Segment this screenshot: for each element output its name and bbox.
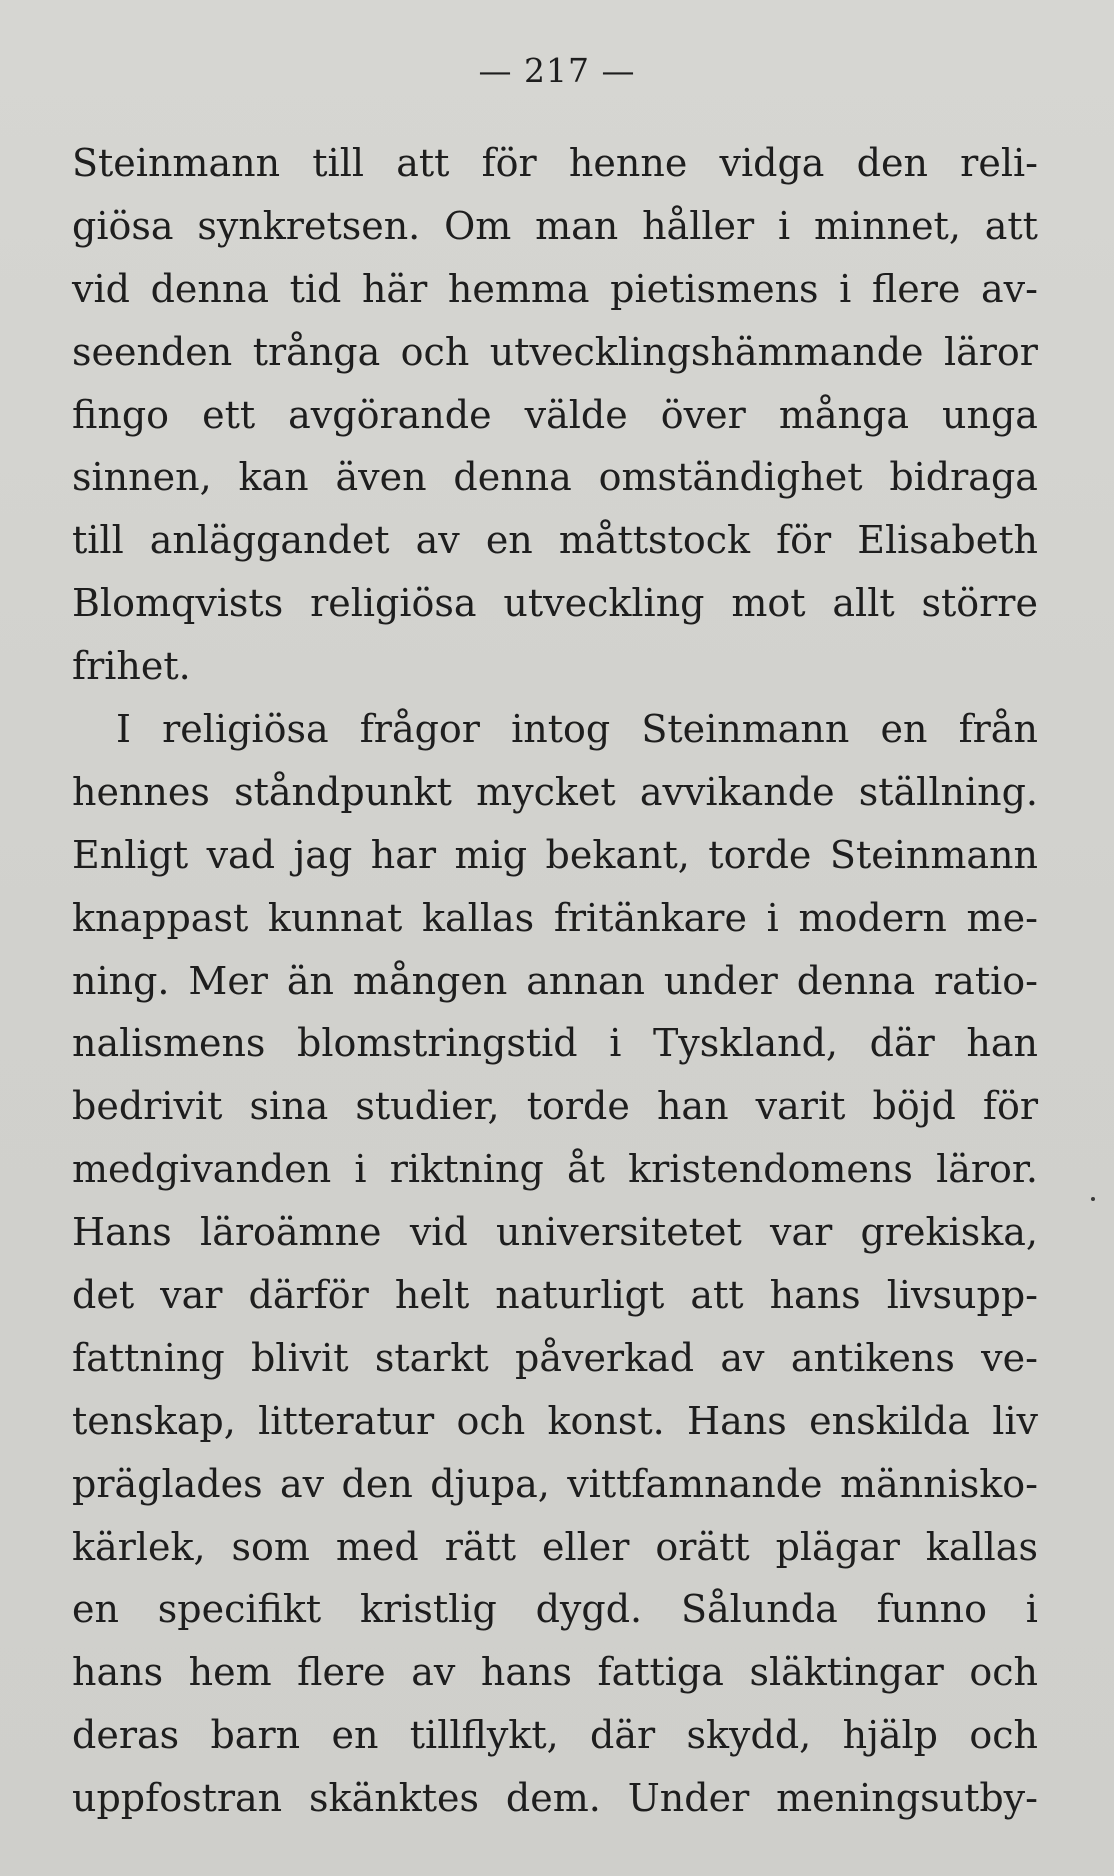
word: Tyskland,	[652, 1021, 838, 1066]
body-text	[72, 132, 1038, 1830]
word: och	[400, 329, 470, 374]
text-line	[72, 1264, 1038, 1327]
word: riktning	[389, 1147, 544, 1192]
text-line	[72, 1075, 1038, 1138]
text-line	[72, 1012, 1038, 1075]
word: naturligt	[495, 1273, 665, 1318]
text-line	[72, 572, 1038, 635]
word: utveckling	[503, 581, 705, 626]
word: i	[1025, 1587, 1038, 1632]
word: reli-	[960, 141, 1038, 185]
word: knappast	[72, 895, 249, 940]
word: kristlig	[360, 1587, 497, 1632]
text-line	[72, 761, 1038, 824]
word: en	[485, 518, 533, 563]
word: jag	[293, 832, 353, 877]
word: Blomqvists	[72, 581, 284, 626]
word: ett	[202, 392, 256, 437]
word: specifikt	[157, 1587, 322, 1632]
word: en	[880, 707, 928, 752]
word: vad	[206, 832, 276, 877]
word: frihet.	[72, 644, 191, 689]
word: eller	[542, 1524, 630, 1569]
word: avvikande	[639, 769, 835, 814]
word: meningsutby-	[776, 1776, 1038, 1821]
word: i	[766, 895, 779, 940]
text-line-paragraph-start	[72, 698, 1038, 761]
word: tenskap,	[72, 1398, 236, 1443]
word: flere	[297, 1650, 386, 1695]
word: här	[361, 266, 428, 311]
text-line	[72, 1641, 1038, 1704]
word: vid	[72, 266, 130, 311]
text-line	[72, 1767, 1038, 1830]
word: helt	[394, 1273, 470, 1318]
word: en	[72, 1587, 119, 1632]
word: läror.	[936, 1147, 1038, 1192]
word: deras	[72, 1713, 180, 1758]
word: mig	[454, 832, 528, 877]
word: skydd,	[686, 1713, 812, 1758]
word: funno	[876, 1587, 987, 1632]
word: ning.	[72, 958, 170, 1003]
word: studier,	[355, 1084, 500, 1129]
word: för	[982, 1084, 1038, 1129]
text-line	[72, 1390, 1038, 1453]
word: Mer	[188, 958, 268, 1003]
text-line	[72, 446, 1038, 509]
word: sina	[249, 1084, 329, 1129]
text-line	[72, 1453, 1038, 1516]
word: tid	[289, 266, 342, 311]
word: Hans	[72, 1210, 172, 1255]
word: blomstringstid	[297, 1021, 578, 1066]
word: blivit	[250, 1335, 349, 1380]
word: och	[456, 1398, 526, 1443]
text-line	[72, 258, 1038, 321]
word: mången	[352, 958, 508, 1003]
word: den	[341, 1461, 413, 1506]
word: hans	[72, 1650, 164, 1695]
word: denna	[796, 958, 916, 1003]
word: Elisabeth	[857, 518, 1038, 563]
word: kallas	[925, 1524, 1038, 1569]
word: har	[370, 832, 437, 877]
text-line	[72, 1516, 1038, 1579]
text-line-paragraph-end	[72, 635, 1038, 698]
word: Sålunda	[680, 1587, 838, 1632]
word: av	[720, 1335, 765, 1380]
word: universitetet	[496, 1210, 742, 1255]
word: sinnen,	[72, 455, 212, 500]
word: hem	[188, 1650, 272, 1695]
word: kan	[238, 455, 309, 500]
word: läroämne	[200, 1210, 382, 1255]
word: till	[72, 518, 124, 563]
word: som	[231, 1524, 310, 1569]
word: många	[778, 392, 909, 437]
word: läror	[943, 329, 1038, 374]
word: kärlek,	[72, 1524, 206, 1569]
word: ratio-	[934, 958, 1038, 1003]
word: torde	[526, 1084, 630, 1129]
word: konst.	[547, 1398, 665, 1443]
word: Steinmann	[72, 141, 281, 185]
page-number: — 217 —	[478, 51, 636, 90]
word: barn	[210, 1713, 301, 1758]
word: Enligt	[72, 832, 189, 877]
word: där	[590, 1713, 656, 1758]
word: större	[921, 581, 1038, 626]
word: i	[354, 1147, 367, 1192]
text-line	[72, 887, 1038, 950]
text-line	[72, 384, 1038, 447]
word: han	[966, 1021, 1038, 1066]
text-line	[72, 132, 1038, 195]
word: av	[411, 1650, 456, 1695]
word: flere	[871, 266, 961, 311]
word: hemma	[447, 266, 590, 311]
word: han	[656, 1084, 729, 1129]
word: henne	[568, 141, 688, 185]
word: bidraga	[889, 455, 1038, 500]
word: kunnat	[267, 895, 403, 940]
word: det	[72, 1273, 135, 1318]
word: av-	[981, 266, 1038, 311]
word: ståndpunkt	[234, 769, 452, 814]
text-line	[72, 321, 1038, 384]
word: för	[481, 141, 537, 185]
word: under	[663, 958, 778, 1003]
word: till	[312, 141, 364, 185]
word: Under	[627, 1776, 750, 1821]
word: denna	[453, 455, 572, 500]
word: denna	[150, 266, 269, 311]
text-line	[72, 950, 1038, 1013]
word: över	[660, 392, 746, 437]
word: avgörande	[288, 392, 492, 437]
word: fattiga	[597, 1650, 724, 1695]
word: där	[869, 1021, 935, 1066]
word: minnet,	[813, 203, 961, 248]
word: modern	[798, 895, 947, 940]
word: tillflykt,	[409, 1713, 559, 1758]
word: även	[335, 455, 427, 500]
word: ställning.	[858, 769, 1038, 814]
word: Steinmann	[829, 832, 1038, 877]
word: plägar	[775, 1524, 900, 1569]
word: varit	[755, 1084, 846, 1129]
word: fattning	[72, 1335, 225, 1380]
word: att	[984, 203, 1038, 248]
word: torde	[708, 832, 812, 877]
word: synkretsen.	[197, 203, 421, 248]
word: påverkad	[515, 1335, 695, 1380]
word: religiösa	[310, 581, 477, 626]
word: vid	[409, 1210, 468, 1255]
word: skänktes	[309, 1776, 479, 1821]
word: att	[396, 141, 450, 185]
text-line	[72, 1704, 1038, 1767]
word: släktingar	[749, 1650, 944, 1695]
print-speck	[1091, 1197, 1095, 1201]
word: var	[160, 1273, 223, 1318]
text-line	[72, 195, 1038, 258]
word: giösa	[72, 203, 174, 248]
text-line	[72, 509, 1038, 572]
word: än	[286, 958, 334, 1003]
word: allt	[832, 581, 895, 626]
word: orätt	[655, 1524, 750, 1569]
word: för	[776, 518, 832, 563]
word: vidga	[719, 141, 825, 185]
word: medgivanden	[72, 1147, 332, 1192]
word: i	[839, 266, 852, 311]
word: djupa,	[430, 1461, 550, 1506]
text-line	[72, 1327, 1038, 1390]
word: dem.	[505, 1776, 601, 1821]
word: seenden	[72, 329, 233, 374]
word: hans	[480, 1650, 572, 1695]
word: att	[690, 1273, 744, 1318]
word: i	[777, 203, 791, 248]
word: litteratur	[258, 1398, 435, 1443]
word: trånga	[252, 329, 381, 374]
word: antikens	[790, 1335, 955, 1380]
word: kallas	[421, 895, 535, 940]
word: och	[969, 1650, 1038, 1695]
word: anläggandet	[149, 518, 390, 563]
word: annan	[526, 958, 645, 1003]
word: av	[415, 518, 460, 563]
word: ve-	[981, 1335, 1038, 1380]
text-line	[72, 1201, 1038, 1264]
word: från	[958, 707, 1038, 752]
word: mot	[731, 581, 806, 626]
word: bedrivit	[72, 1084, 223, 1129]
word: bekant,	[545, 832, 690, 877]
word: pietismens	[610, 266, 819, 311]
word: hans	[769, 1273, 861, 1318]
word: med	[335, 1524, 419, 1569]
text-line	[72, 1138, 1038, 1201]
word: nalismens	[72, 1021, 266, 1066]
word: dygd.	[535, 1587, 643, 1632]
word: vittfamnande	[567, 1461, 823, 1506]
word: fingo	[72, 392, 170, 437]
word: religiösa	[162, 707, 329, 752]
word: utvecklingshämmande	[489, 329, 924, 374]
word: grekiska,	[860, 1210, 1038, 1255]
word: fritänkare	[553, 895, 747, 940]
word: måttstock	[558, 518, 751, 563]
word: me-	[966, 895, 1038, 940]
word: var	[769, 1210, 833, 1255]
word: I	[116, 707, 132, 752]
word: man	[535, 203, 619, 248]
word: därför	[248, 1273, 369, 1318]
word: välde	[524, 392, 628, 437]
text-line	[72, 1578, 1038, 1641]
word: människo-	[839, 1461, 1038, 1506]
word: en	[331, 1713, 379, 1758]
word: präglades	[72, 1461, 263, 1506]
word: livsupp-	[886, 1273, 1038, 1318]
word: starkt	[374, 1335, 489, 1380]
word: frågor	[359, 707, 480, 752]
word: den	[856, 141, 928, 185]
word: i	[609, 1021, 622, 1066]
word: hennes	[72, 769, 210, 814]
word: rätt	[444, 1524, 517, 1569]
word: hjälp	[842, 1713, 938, 1758]
word: enskilda	[809, 1398, 970, 1443]
word: Om	[444, 203, 512, 248]
word: åt	[566, 1147, 605, 1192]
word: intog	[511, 707, 611, 752]
word: unga	[942, 392, 1038, 437]
word: och	[969, 1713, 1038, 1758]
word: håller	[642, 203, 755, 248]
word: Hans	[687, 1398, 787, 1443]
word: av	[279, 1461, 325, 1506]
word: böjd	[872, 1084, 956, 1129]
text-line	[72, 824, 1038, 887]
word: uppfostran	[72, 1776, 283, 1821]
word: kristendomens	[628, 1147, 913, 1192]
word: mycket	[476, 769, 616, 814]
word: omständighet	[598, 455, 863, 500]
word: Steinmann	[641, 707, 850, 752]
word: liv	[992, 1398, 1038, 1443]
